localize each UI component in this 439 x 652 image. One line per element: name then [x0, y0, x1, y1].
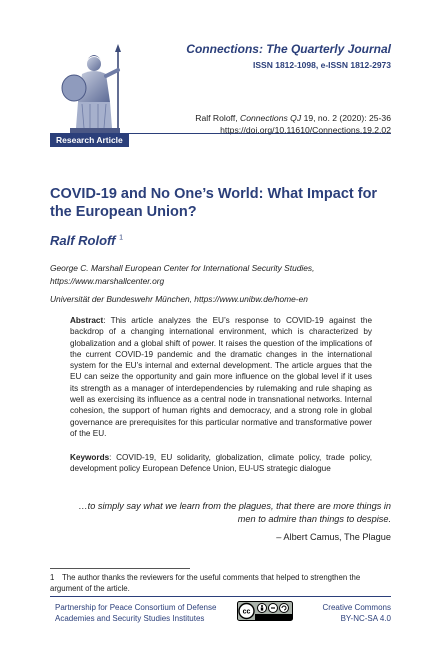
affiliations: [50, 262, 390, 312]
issn-line: ISSN 1812-1098, e-ISSN 1812-2973: [253, 60, 391, 70]
epigraph-quote: …to simply say what we learn from the plagues, that there are more things in men to admire than things to despise.: [78, 501, 391, 524]
footnote: [50, 573, 390, 594]
affiliation-1: George C. Marshall European Center for International Security Studies, https://www.marshallcenter.org: [50, 263, 315, 286]
epigraph-attribution: – Albert Camus, The Plague: [276, 532, 391, 542]
footer-publisher: [55, 602, 216, 624]
abstract: [70, 315, 372, 439]
abstract-label: Abstract: [70, 316, 104, 325]
keywords-label: Keywords: [70, 453, 110, 462]
cc-by-nc-sa-badge[interactable]: [237, 601, 293, 621]
cc-letters: cc: [242, 608, 251, 616]
citation-volume: 19, no. 2 (2020): 25-36: [303, 113, 391, 123]
journal-title: Connections: The Quarterly Journal: [186, 42, 391, 56]
footer-license-line-2: BY-NC-SA 4.0: [340, 614, 391, 623]
citation-author: Ralf Roloff,: [195, 113, 238, 123]
citation-line: [195, 112, 391, 124]
keywords-text: : COVID-19, EU solidarity, globalization, climate policy, trade policy, development policy European Defence Union, EU-US strategic dialogue: [70, 453, 372, 474]
footnote-text: The author thanks the reviewers for the useful comments that helped to strengthen the argument of the article.: [50, 573, 361, 593]
athena-statue-logo: [52, 42, 136, 136]
citation-journal: Connections QJ: [240, 113, 302, 123]
author-footnote-mark[interactable]: 1: [119, 234, 124, 242]
footer-rule: [50, 596, 391, 597]
author-name: [50, 233, 123, 248]
footer-publisher-line-1: Partnership for Peace Consortium of Defense: [55, 603, 217, 612]
footnote-rule: [50, 568, 190, 569]
keywords: [70, 452, 372, 475]
paper-title: COVID-19 and No One’s World: What Impact for the European Union?: [50, 186, 378, 220]
affiliation-2: Universität der Bundeswehr München, https://www.unibw.de/home-en: [50, 294, 308, 304]
footer-publisher-line-2: Academies and Security Studies Institutes: [55, 614, 205, 623]
doi-link[interactable]: https://doi.org/10.11610/Connections.19.2.02: [220, 125, 391, 135]
footnote-number: 1: [50, 573, 55, 582]
abstract-text: : This article analyzes the EU’s response to COVID-19 against the backdrop of a changing international environment, which is characterized by globalization and a global shift of power. It raises the question of the implications of the current COVID-19 pandemic and the dramatic changes in the international system for the EU’s internal and external development. The article argues that the EU can seize the opportunity and gain more influence on the global level if it uses its strength as a manager of interdependencies by rulemaking and rule shaping as well as exercising its influence as a central node in transnational networks. Internal cohesion, the support of human rights and democracy, and a strong role in global governance are prerequisites for this particular normative and transformative power of the EU.: [70, 316, 372, 438]
section-label: Research Article: [50, 133, 129, 147]
footer-license-line-1: Creative Commons: [322, 603, 391, 612]
footer-license: [323, 602, 391, 624]
author-name-text: Ralf Roloff: [50, 233, 116, 248]
